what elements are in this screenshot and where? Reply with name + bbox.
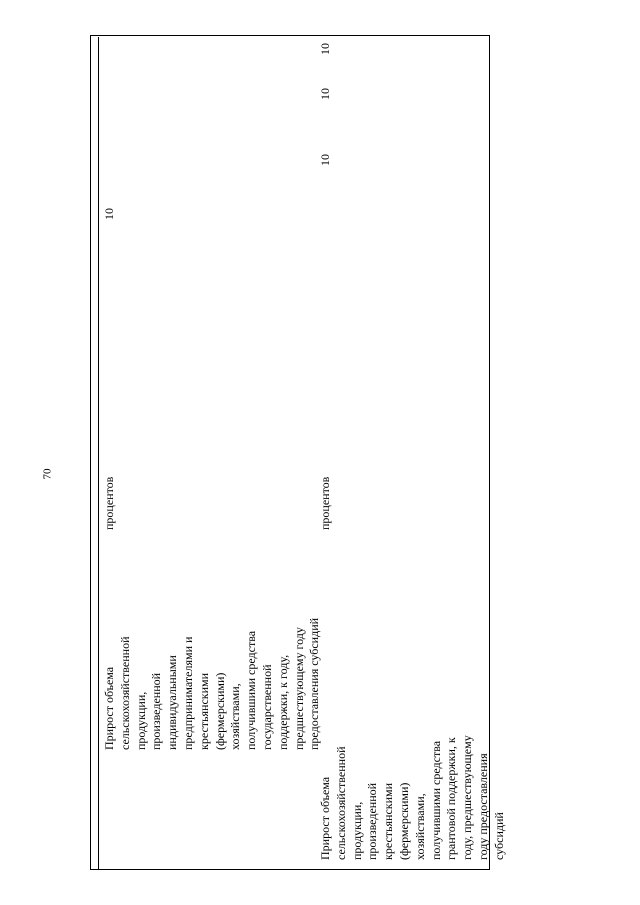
page-number: 70	[41, 468, 54, 480]
value-cell-1-1: 10	[102, 208, 116, 220]
table-column-divider	[98, 37, 99, 870]
value-cell-2-3: 10	[318, 43, 332, 55]
value-cell-2-1: 10	[318, 154, 332, 166]
unit-cell-1: процентов	[102, 476, 116, 530]
value-cell-2-2: 10	[318, 88, 332, 100]
indicator-cell-2: Прирост объема сельскохозяйственной продукции, произведенной крестьянскими (фермерскими) хозяйствами, получившими средства грантовой поддержки, к году, предшествующему году предоставления субсидий	[318, 735, 506, 860]
rotated-table	[90, 35, 506, 870]
indicator-cell-1: Прирост объема сельскохозяйственной продукции, произведенной индивидуальными предпринимателями и крестьянскими (фермерскими) хозяйствами, получившими средства государственной поддержки, к году, предшествующему году предоставления субсидий	[102, 617, 322, 750]
unit-cell-2: процентов	[318, 476, 332, 530]
